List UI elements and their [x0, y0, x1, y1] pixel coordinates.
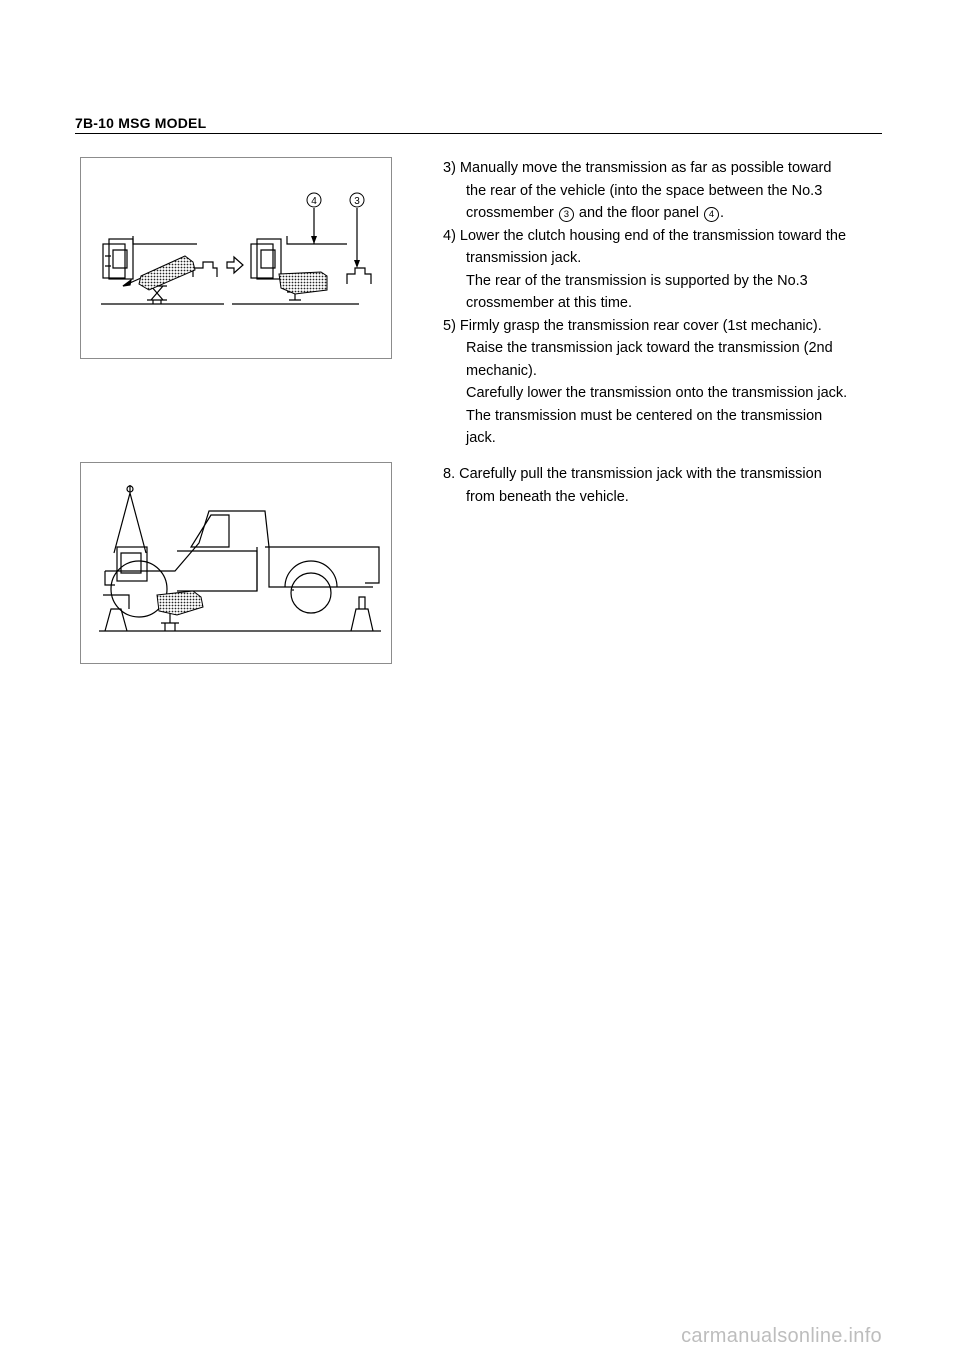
step-3-line-1: 3) Manually move the transmission as far as possible toward [443, 160, 832, 176]
step-3-text-b: and the floor panel [578, 205, 700, 221]
callout-floor-panel: 4 [311, 196, 317, 207]
step-4-line-3: The rear of the transmission is supported by the No.3 [466, 272, 808, 289]
page-header: 7B-10 MSG MODEL [75, 115, 207, 131]
step-5-line-2: Raise the transmission jack toward the transmission (2nd [466, 340, 833, 356]
callout-ref-floor-panel: 4 [704, 207, 719, 222]
figure-truck-jack [80, 462, 392, 664]
truck-jack-illustration [81, 463, 391, 663]
step-3-text-a: crossmember [466, 205, 554, 221]
transmission-move-illustration [81, 158, 391, 358]
step-5-line-5: The transmission must be centered on the transmission [466, 407, 823, 424]
callout-ref-crossmember: 3 [559, 207, 574, 222]
step-4-line-2: transmission jack. [466, 250, 582, 266]
step-8 [443, 463, 882, 508]
callout-crossmember: 3 [354, 196, 360, 207]
step-8-line-1: 8. Carefully pull the transmission jack with the transmission [443, 466, 822, 482]
header-rule [75, 133, 882, 134]
figure-transmission-move [80, 157, 392, 359]
steps-3-to-5 [443, 157, 882, 450]
step-3-line-3 [443, 202, 882, 225]
step-3-text-c: . [720, 205, 725, 221]
step-4-line-4: crossmember at this time. [466, 295, 632, 311]
step-5-line-6: jack. [466, 430, 496, 446]
step-5-line-4: Carefully lower the transmission onto the transmission jack. [466, 385, 848, 401]
step-4-line-1: 4) Lower the clutch housing end of the transmission toward the [443, 227, 847, 244]
watermark: carmanualsonline.info [681, 1325, 882, 1347]
step-3-line-2: the rear of the vehicle (into the space between the No.3 [466, 182, 823, 199]
step-8-line-2: from beneath the vehicle. [466, 488, 629, 505]
step-5-line-3: mechanic). [466, 362, 537, 379]
step-5-line-1: 5) Firmly grasp the transmission rear cover (1st mechanic). [443, 317, 822, 334]
